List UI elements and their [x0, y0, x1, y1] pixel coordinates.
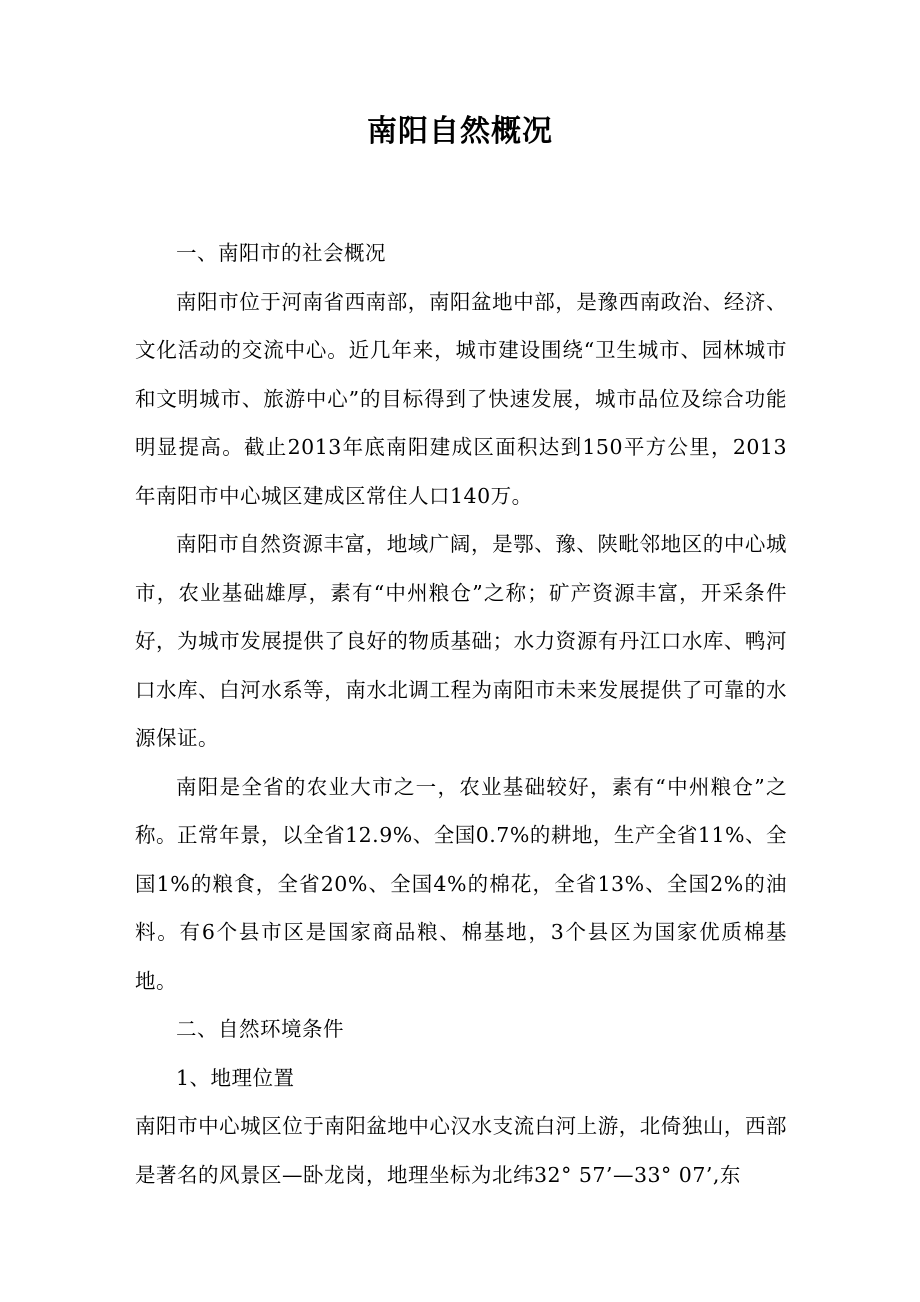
paragraph-agriculture: 南阳是全省的农业大市之一，农业基础较好，素有“中州粮仓”之称。正常年景，以全省12.9%、全国0.7%的耕地，生产全省11%、全国1%的粮食，全省20%、全国4%的棉花，全省13%、全国2%的油料。有6个县市区是国家商品粮、棉基地，3个县区为国家优质棉基地。: [135, 774, 787, 993]
paragraph-resources: 南阳市自然资源丰富，地域广阔，是鄂、豫、陕毗邻地区的中心城市，农业基础雄厚，素有“中州粮仓”之称；矿产资源丰富，开采条件好，为城市发展提供了良好的物质基础；水力资源有丹江口水库、鸭河口水库、白河水系等，南水北调工程为南阳市未来发展提供了可靠的水源保证。: [135, 532, 787, 750]
subsection-heading-geography: 1、地理位置: [176, 1065, 295, 1090]
paragraph-location: 南阳市位于河南省西南部，南阳盆地中部，是豫西南政治、经济、文化活动的交流中心。近几年来，城市建设围绕“卫生城市、园林城市和文明城市、旅游中心”的目标得到了快速发展，城市品位及综合功能明显提高。截止2013年底南阳建成区面积达到150平方公里，2013年南阳市中心城区建成区常住人口140万。: [135, 289, 787, 508]
section-heading-social: 一、南阳市的社会概况: [176, 241, 386, 265]
section-heading-environment: 二、自然环境条件: [176, 1017, 344, 1041]
document-body: [135, 229, 787, 1199]
document-title: 南阳自然概况: [367, 114, 553, 149]
paragraph-geography: 南阳市中心城区位于南阳盆地中心汉水支流白河上游，北倚独山，西部是著名的风景区—卧龙岗，地理坐标为北纬32° 57’—33° 07’,东: [135, 1114, 787, 1187]
